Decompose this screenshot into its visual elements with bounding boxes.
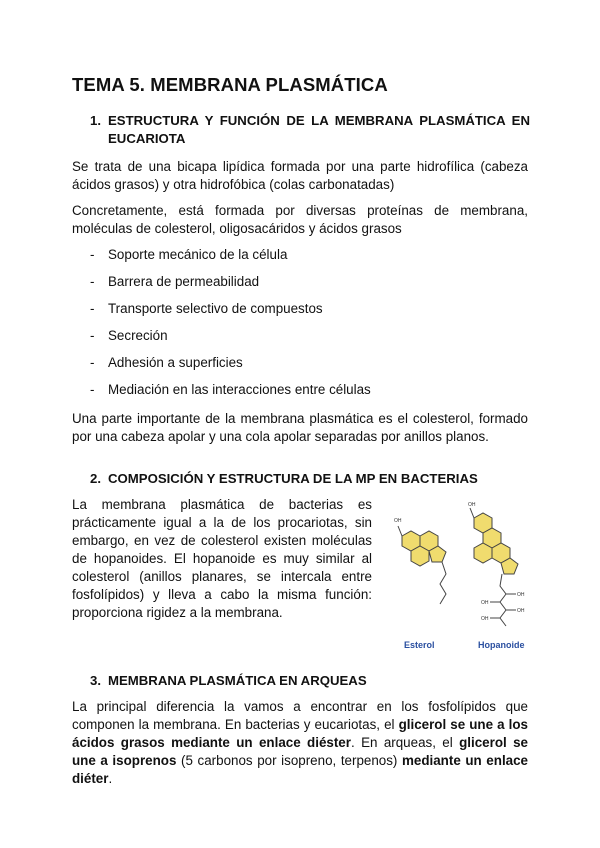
text-run: (5 carbonos por isopreno, terpenos) [176, 753, 402, 768]
section-3-number: 3. [90, 673, 101, 688]
hopanoide-structure [474, 513, 518, 574]
section-1-heading [90, 112, 530, 148]
section-3-title: MEMBRANA PLASMÁTICA EN ARQUEAS [108, 673, 367, 688]
section-3-paragraph [72, 698, 528, 788]
bullet-dash: - [90, 382, 95, 397]
hopanoide-oh-label-3: OH [481, 600, 489, 606]
sterol-oh-label: OH [394, 518, 402, 524]
section-2-paragraph: La membrana plasmática de bacterias es prácticamente igual a la de los procariotas, sin embargo, en vez de colesterol existen moléculas de hopanoides. El hopanoide es muy similar al colesterol (anillos planares, se intercala entre fosfolípidos) y lleva a cabo la misma función: proporciona rigidez a la membrana. [72, 497, 372, 620]
section-1-paragraph-1: Se trata de una bicapa lipídica formada por una parte hidrofílica (cabeza ácidos grasos) y otra hidrofóbica (colas carbonatadas) [72, 159, 528, 192]
section-2-title: COMPOSICIÓN Y ESTRUCTURA DE LA MP EN BACTERIAS [108, 471, 478, 486]
bullet-dash: - [90, 274, 95, 289]
list-item-text: Barrera de permeabilidad [108, 274, 260, 289]
bullet-dash: - [90, 328, 95, 343]
section-1-paragraph-3: Una parte importante de la membrana plasmática es el colesterol, formado por una cabeza apolar y una cola apolar separadas por anillos planos. [72, 411, 528, 444]
list-item-text: Soporte mecánico de la célula [108, 247, 288, 262]
text-run: . [108, 771, 113, 786]
section-2-number: 2. [90, 471, 101, 486]
bold-run: glicerol se une a los ácidos grasos mediante un enlace diéster [72, 717, 528, 750]
section-2-heading [90, 470, 530, 488]
section-1-number: 1. [90, 113, 101, 128]
text-run: . En arqueas, el [350, 735, 460, 750]
molecule-diagram [384, 496, 534, 656]
bullet-dash: - [90, 355, 95, 370]
list-item-text: Adhesión a superficies [108, 355, 243, 370]
bold-run: glicerol se une a isoprenos [72, 735, 529, 768]
hopanoide-oh-label-1: OH [468, 502, 476, 508]
hopanoide-oh-label-5: OH [481, 616, 489, 622]
section-3-heading [90, 672, 530, 690]
sterol-hopanoide-figure [384, 496, 534, 656]
caption-hopanoide: Hopanoide [478, 640, 525, 650]
caption-esterol: Esterol [404, 640, 435, 650]
page-title: TEMA 5. MEMBRANA PLASMÁTICA [72, 74, 388, 95]
list-item-text: Secreción [108, 328, 168, 343]
bullet-dash: - [90, 301, 95, 316]
section-1-paragraph-2: Concretamente, está formada por diversas proteínas de membrana, moléculas de colesterol, oligosacáridos y ácidos grasos [72, 203, 528, 236]
list-item-text: Transporte selectivo de compuestos [108, 301, 323, 316]
sterol-structure [402, 531, 446, 566]
text-run: La principal diferencia la vamos a encontrar en los fosfolípidos que componen la membrana. En bacterias y eucariotas, el [72, 699, 528, 732]
section-1-title: ESTRUCTURA Y FUNCIÓN DE LA MEMBRANA PLASMÁTICA EN EUCARIOTA [108, 113, 530, 146]
bold-run: mediante un enlace diéter [72, 753, 529, 786]
list-item-text: Mediación en las interacciones entre células [108, 382, 371, 397]
bullet-dash: - [90, 247, 95, 262]
hopanoide-oh-label-4: OH [517, 608, 525, 614]
hopanoide-oh-label-2: OH [517, 592, 525, 598]
